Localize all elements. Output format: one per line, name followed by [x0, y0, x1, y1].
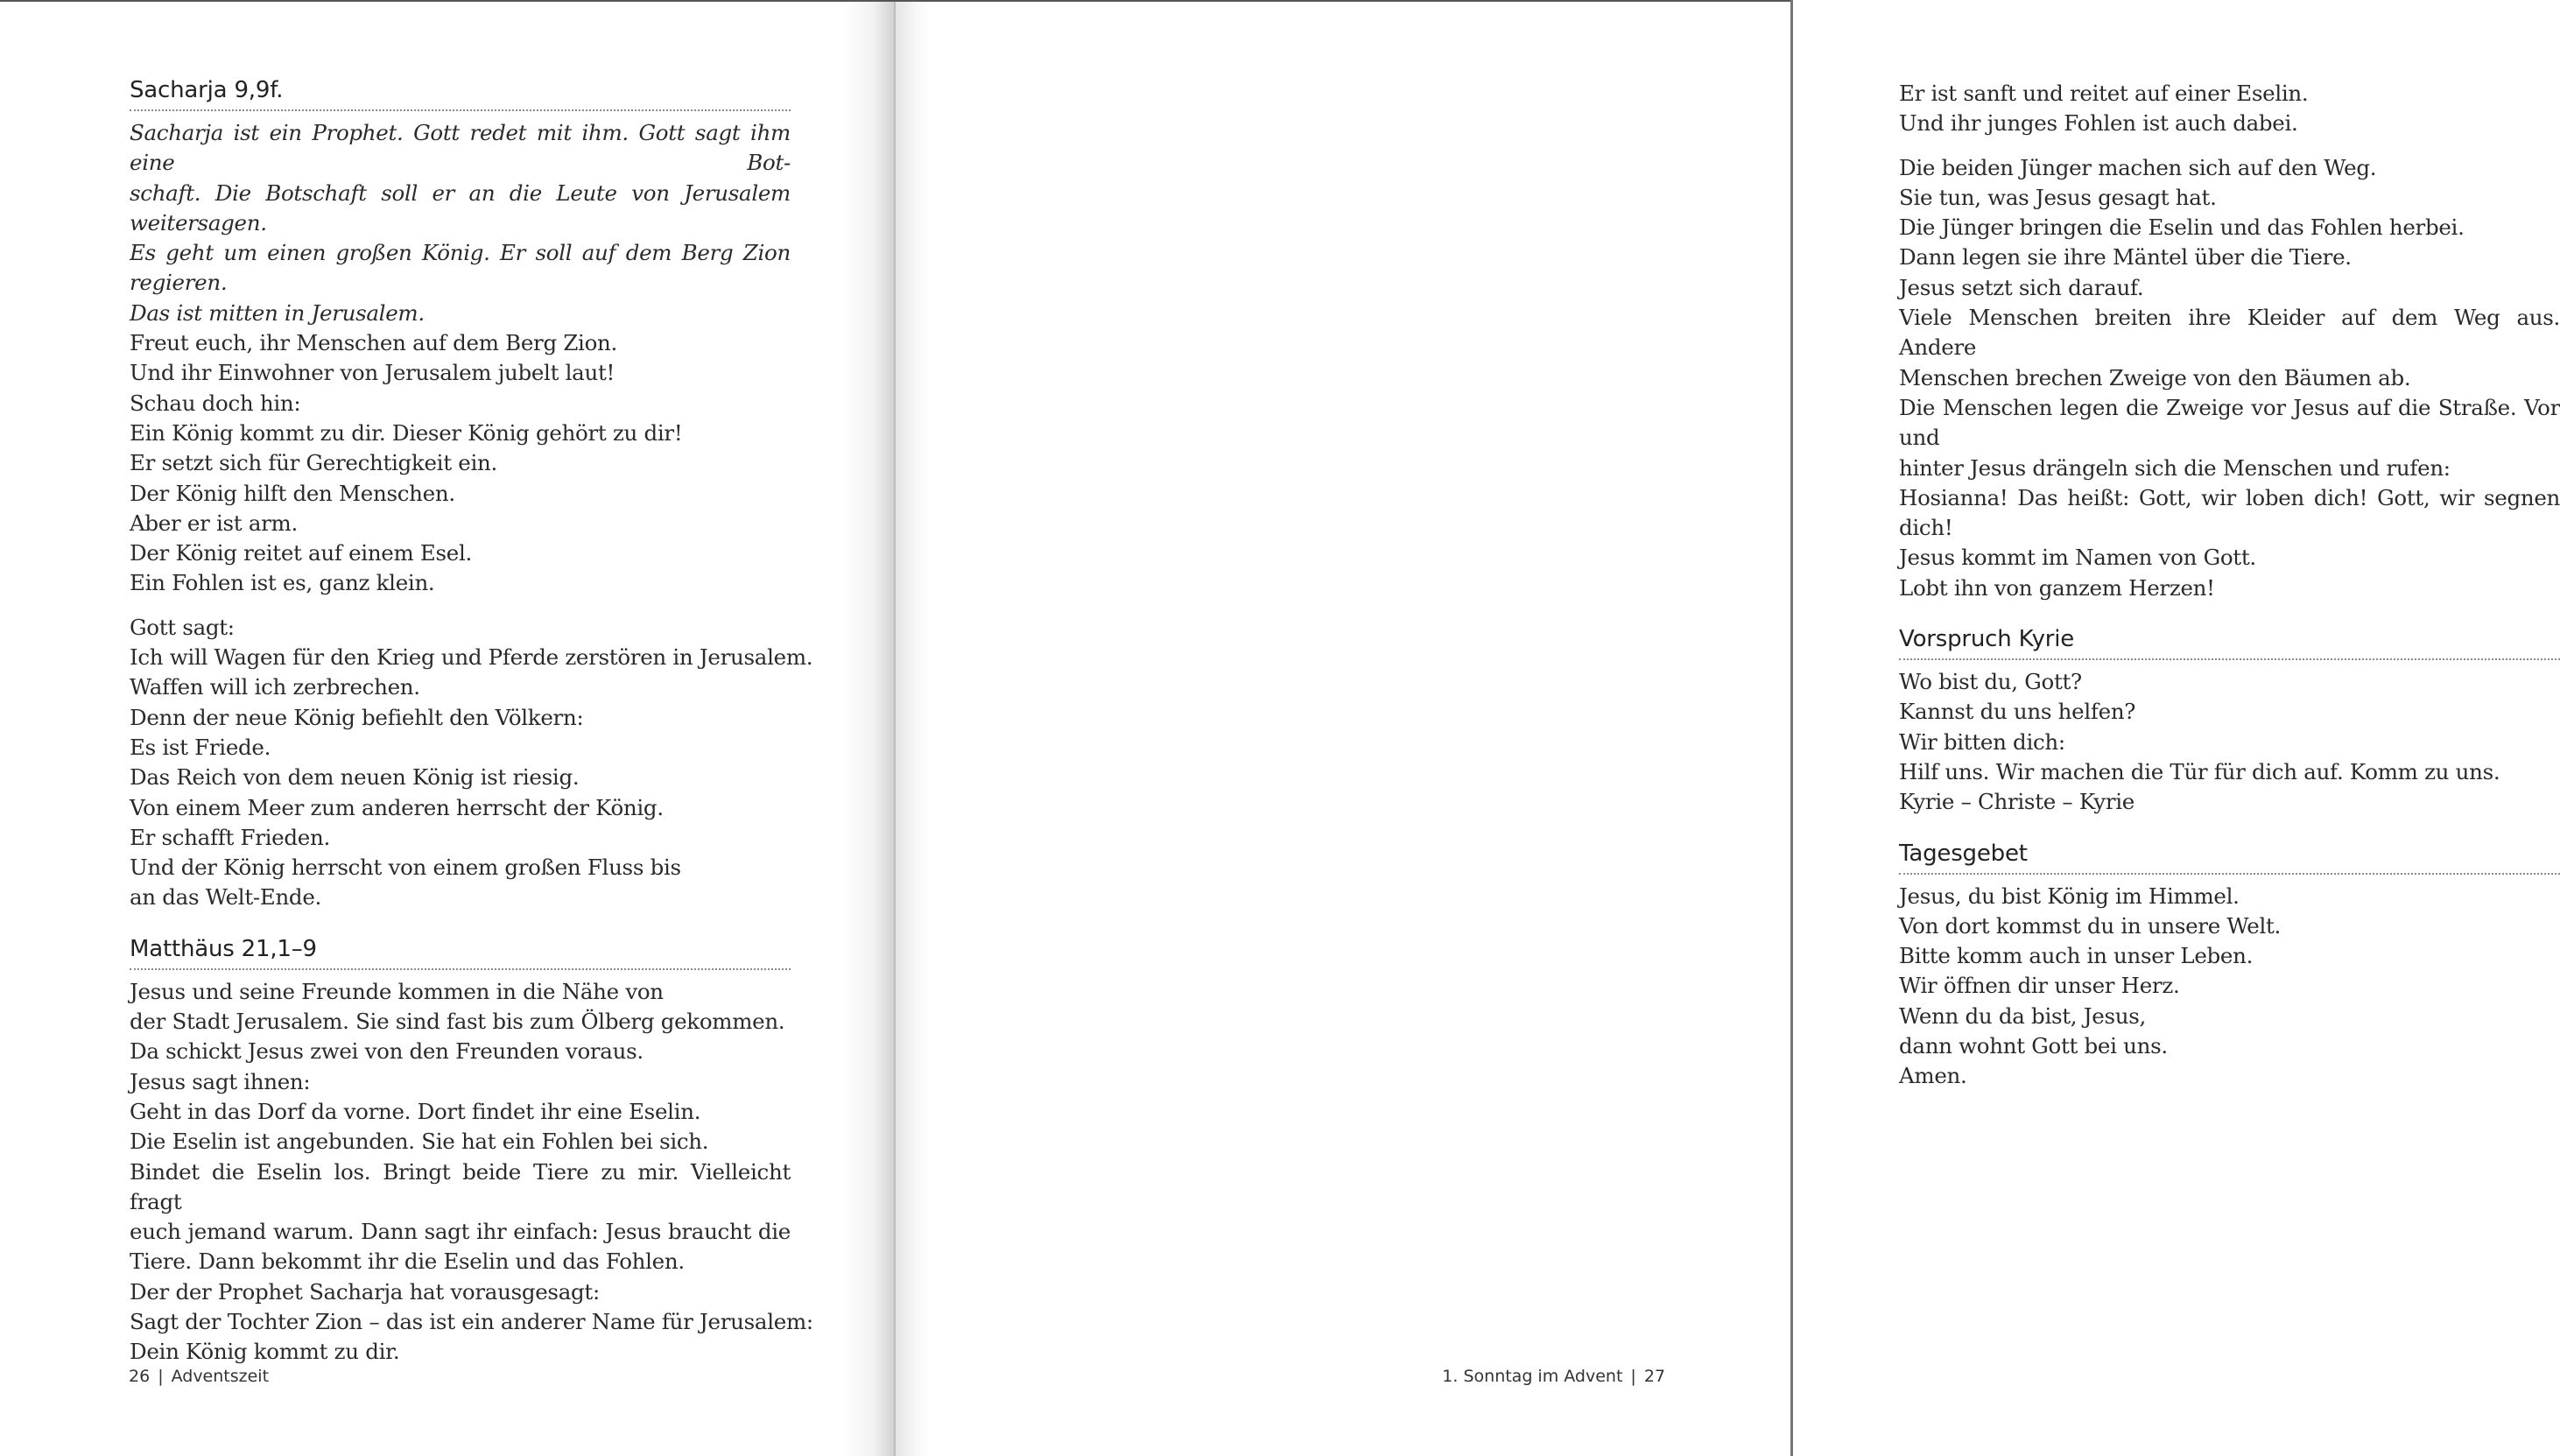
text-section — [130, 934, 813, 1368]
text-line: Sie tun, was Jesus gesagt hat. — [1899, 184, 2217, 210]
text-line: Der der Prophet Sacharja hat vorausgesagt: — [130, 1278, 600, 1305]
text-line: Jesus und seine Freunde kommen in die Nähe von — [130, 978, 664, 1004]
left-page — [0, 0, 895, 1456]
footer-separator: | — [158, 1367, 164, 1386]
text-line: Der König reitet auf einem Esel. — [130, 540, 473, 566]
text-line: Dann legen sie ihre Mäntel über die Tiere. — [1899, 244, 2352, 271]
text-line: Sagt der Tochter Zion – das ist ein anderer Name für Jerusalem: — [130, 1308, 813, 1334]
text-line: der Stadt Jerusalem. Sie sind fast bis zum Ölberg gekommen. — [130, 1009, 785, 1035]
text-line: Hosianna! Das heißt: Gott, wir loben dich! Gott, wir segnen dich! — [1899, 484, 2560, 541]
text-line: Wir bitten dich: — [1899, 728, 2065, 755]
text-line: Ich will Wagen für den Krieg und Pferde zerstören in Jerusalem. — [130, 644, 813, 671]
text-line: Amen. — [1899, 1063, 1967, 1089]
text-line: Die beiden Jünger machen sich auf den Weg. — [1899, 154, 2377, 180]
gutter-shadow — [896, 0, 931, 1456]
text-line: Und ihr Einwohner von Jerusalem jubelt laut! — [130, 360, 615, 386]
section-spacer — [1899, 603, 2560, 624]
text-line: Menschen brechen Zweige von den Bäumen ab. — [1899, 364, 2411, 390]
gutter-shadow — [840, 0, 895, 1456]
text-line: Freut euch, ihr Menschen auf dem Berg Zion. — [130, 330, 618, 356]
section-heading: Vorspruch Kyrie — [1899, 624, 2560, 660]
running-head: Adventszeit — [171, 1367, 270, 1386]
paragraph-spacer — [1899, 139, 2560, 153]
text-line: Kannst du uns helfen? — [1899, 699, 2136, 725]
text-line: Schau doch hin: — [130, 390, 301, 416]
section-heading: Matthäus 21,1–9 — [130, 934, 791, 970]
text-line: Das Reich von dem neuen König ist riesig. — [130, 764, 580, 791]
text-line: Von dort kommst du in unsere Welt. — [1899, 912, 2282, 939]
text-line: Die Jünger bringen die Eselin und das Fohlen herbei. — [1899, 215, 2465, 241]
text-line: Jesus, du bist König im Himmel. — [1899, 883, 2240, 909]
paragraph — [1899, 882, 2560, 1092]
text-line: Ein Fohlen ist es, ganz klein. — [130, 570, 435, 596]
right-page-text-column — [1899, 79, 2560, 1092]
text-section — [1899, 79, 2560, 603]
section-heading: Sacharja 9,9f. — [130, 75, 791, 111]
text-line: Er ist sanft und reitet auf einer Eselin. — [1899, 81, 2309, 106]
text-line: Waffen will ich zerbrechen. — [130, 674, 420, 700]
paragraph — [1899, 79, 2560, 139]
text-line: Wenn du da bist, Jesus, — [1899, 1002, 2147, 1029]
text-line: schaft. Die Botschaft soll er an die Leute von Jerusalem weitersagen. — [130, 179, 791, 236]
text-line: Kyrie – Christe – Kyrie — [1899, 789, 2135, 815]
text-line: hinter Jesus drängeln sich die Menschen und rufen: — [1899, 454, 2451, 481]
text-line: an das Welt-Ende. — [130, 884, 322, 911]
text-line: Lobt ihn von ganzem Herzen! — [1899, 574, 2215, 601]
footer-separator: | — [1630, 1367, 1636, 1386]
paragraph — [1899, 153, 2560, 603]
text-line: Jesus kommt im Namen von Gott. — [1899, 545, 2256, 571]
text-line: Er setzt sich für Gerechtigkeit ein. — [130, 450, 497, 476]
text-line: dann wohnt Gott bei uns. — [1899, 1033, 2168, 1059]
right-page — [895, 0, 2560, 1456]
left-page-footer — [129, 1367, 269, 1386]
text-line: Der König hilft den Menschen. — [130, 480, 455, 506]
text-line: Hilf uns. Wir machen die Tür für dich auf. Komm zu uns. — [1899, 758, 2500, 784]
text-section — [130, 75, 813, 913]
text-line: Ein König kommt zu dir. Dieser König gehört zu dir! — [130, 419, 683, 446]
page-edge — [0, 0, 1793, 2]
section-heading: Tagesgebet — [1899, 839, 2560, 875]
text-line: euch jemand warum. Dann sagt ihr einfach: Jesus braucht die — [130, 1219, 791, 1245]
text-line: Da schickt Jesus zwei von den Freunden voraus. — [130, 1038, 644, 1065]
text-line: Gott sagt: — [130, 614, 235, 640]
text-line: Aber er ist arm. — [130, 510, 298, 536]
section-spacer — [130, 913, 791, 934]
text-line: Wir öffnen dir unser Herz. — [1899, 973, 2180, 999]
running-head: 1. Sonntag im Advent — [1442, 1367, 1623, 1386]
text-line: Von einem Meer zum anderen herrscht der König. — [130, 794, 664, 820]
paragraph — [130, 118, 791, 599]
paragraph — [130, 613, 813, 913]
text-line: Geht in das Dorf da vorne. Dort findet ihr eine Eselin. — [130, 1098, 701, 1124]
text-line: Die Menschen legen die Zweige vor Jesus auf die Straße. Vor und — [1899, 394, 2560, 451]
section-spacer — [1899, 818, 2560, 839]
text-section — [1899, 839, 2560, 1092]
right-page-footer — [1442, 1367, 1665, 1386]
page-edge — [1790, 0, 1793, 1456]
text-line: Viele Menschen breiten ihre Kleider auf dem Weg aus. Andere — [1899, 305, 2560, 361]
text-line: Bindet die Eselin los. Bringt beide Tiere zu mir. Vielleicht fragt — [130, 1158, 791, 1214]
text-line: Die Eselin ist angebunden. Sie hat ein Fohlen bei sich. — [130, 1129, 709, 1155]
text-line: Wo bist du, Gott? — [1899, 669, 2082, 695]
text-line: Bitte komm auch in unser Leben. — [1899, 943, 2254, 969]
page-number: 27 — [1643, 1367, 1665, 1386]
text-line: Sacharja ist ein Prophet. Gott redet mit ihm. Gott sagt ihm eine Bot- — [130, 120, 791, 176]
paragraph — [1899, 667, 2560, 817]
text-section — [1899, 624, 2560, 817]
page-number: 26 — [129, 1367, 151, 1386]
text-line: Es geht um einen großen König. Er soll auf dem Berg Zion regieren. — [130, 240, 791, 296]
text-line: Und ihr junges Fohlen ist auch dabei. — [1899, 110, 2298, 137]
left-page-text-column — [130, 75, 813, 1368]
text-line: Das ist mitten in Jerusalem. — [130, 299, 425, 326]
text-line: Und der König herrscht von einem großen Fluss bis — [130, 855, 681, 881]
paragraph — [130, 977, 813, 1368]
text-line: Er schafft Frieden. — [130, 824, 330, 850]
text-line: Jesus sagt ihnen: — [130, 1068, 311, 1094]
text-line: Denn der neue König befiehlt den Völkern: — [130, 704, 584, 730]
paragraph-spacer — [130, 599, 791, 613]
text-line: Tiere. Dann bekommt ihr die Eselin und das Fohlen. — [130, 1249, 685, 1275]
text-line: Es ist Friede. — [130, 734, 271, 760]
text-line: Jesus setzt sich darauf. — [1899, 274, 2144, 300]
text-line: Dein König kommt zu dir. — [130, 1339, 400, 1365]
